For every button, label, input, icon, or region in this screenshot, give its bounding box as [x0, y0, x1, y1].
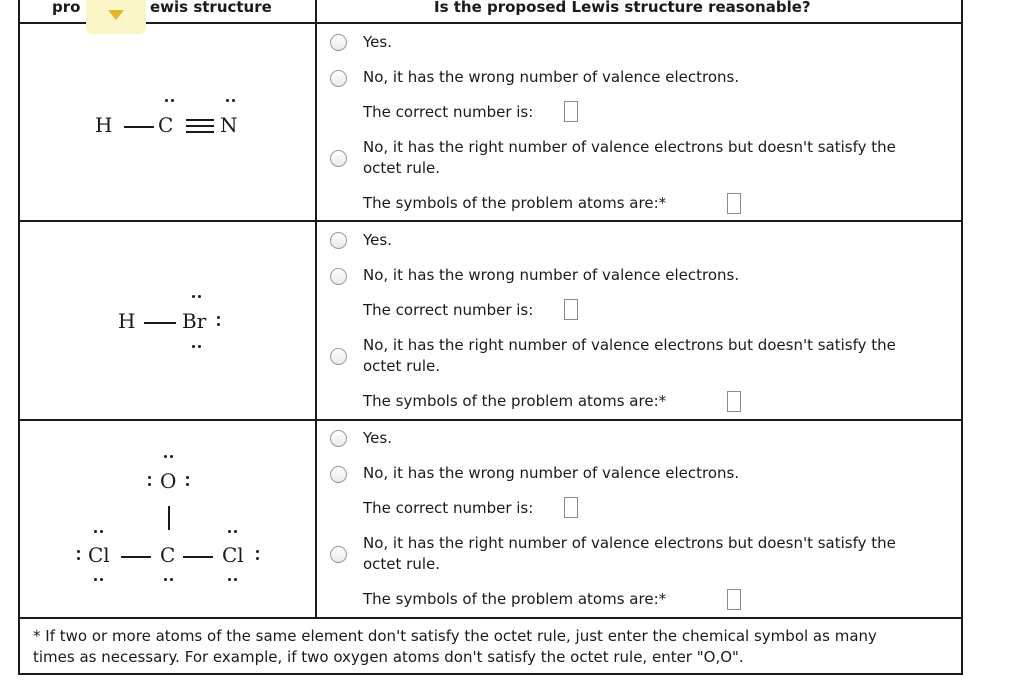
lone-pair-dot	[198, 345, 201, 348]
caret-down-icon	[108, 10, 124, 20]
lone-pair-dot	[94, 578, 97, 581]
single-bond	[183, 556, 213, 558]
lone-pair-dot	[186, 483, 189, 486]
lone-pair-dot	[77, 557, 80, 560]
radio-octet[interactable]	[330, 546, 347, 563]
radio-wrong-count[interactable]	[330, 466, 347, 483]
column-header-structure-prefix: pro	[52, 0, 81, 16]
lone-pair-dot	[94, 530, 97, 533]
radio-octet[interactable]	[330, 348, 347, 365]
single-bond-vertical	[168, 506, 170, 530]
atom-o: O	[160, 469, 177, 493]
lone-pair-dot	[164, 578, 167, 581]
lone-pair-dot	[170, 455, 173, 458]
option-octet-line1: No, it has the right number of valence electrons but doesn't satisfy the	[363, 534, 896, 552]
lone-pair-dot	[217, 316, 220, 319]
option-octet-line1: No, it has the right number of valence electrons but doesn't satisfy the	[363, 138, 896, 156]
lone-pair-dot	[198, 295, 201, 298]
correct-number-input[interactable]	[564, 497, 578, 518]
radio-yes[interactable]	[330, 430, 347, 447]
row-divider-2	[18, 419, 963, 421]
lone-pair-dot	[100, 530, 103, 533]
option-octet-line2: octet rule.	[363, 357, 441, 375]
lone-pair-dot	[228, 530, 231, 533]
single-bond	[121, 556, 151, 558]
lone-pair-dot	[171, 99, 174, 102]
lone-pair-dot	[77, 550, 80, 553]
option-octet-line2: octet rule.	[363, 555, 441, 573]
option-octet-line2: octet rule.	[363, 159, 441, 177]
table-border-bottom	[18, 673, 963, 675]
atom-cl-left: Cl	[88, 543, 110, 567]
atom-h: H	[95, 113, 113, 137]
radio-yes[interactable]	[330, 232, 347, 249]
lone-pair-dot	[100, 578, 103, 581]
footnote-line1: * If two or more atoms of the same element don't satisfy the octet rule, just enter the chemical symbol as many	[33, 627, 877, 645]
lone-pair-dot	[192, 295, 195, 298]
table-border-right	[961, 0, 963, 674]
lone-pair-dot	[234, 530, 237, 533]
triple-bond-3	[186, 131, 214, 133]
column-header-question: Is the proposed Lewis structure reasonable?	[434, 0, 811, 16]
column-divider	[315, 0, 317, 618]
radio-octet[interactable]	[330, 150, 347, 167]
lone-pair-dot	[234, 578, 237, 581]
lone-pair-dot	[192, 345, 195, 348]
correct-number-label: The correct number is:	[363, 301, 534, 319]
footnote	[33, 626, 877, 668]
problem-atoms-input[interactable]	[727, 391, 741, 412]
lone-pair-dot	[186, 476, 189, 479]
option-octet-line1: No, it has the right number of valence electrons but doesn't satisfy the	[363, 336, 896, 354]
lone-pair-dot	[148, 483, 151, 486]
single-bond	[124, 126, 154, 128]
lone-pair-dot	[148, 476, 151, 479]
option-yes: Yes.	[363, 33, 392, 51]
atom-c: C	[158, 113, 174, 137]
lone-pair-dot	[256, 550, 259, 553]
row-divider-3	[18, 617, 963, 619]
footnote-line2: times as necessary. For example, if two oxygen atoms don't satisfy the octet rule, enter "O,O".	[33, 648, 744, 666]
header-divider	[18, 22, 963, 24]
correct-number-label: The correct number is:	[363, 103, 534, 121]
column-header-structure: ewis structure	[150, 0, 272, 16]
radio-wrong-count[interactable]	[330, 268, 347, 285]
problem-atoms-label: The symbols of the problem atoms are:*	[363, 194, 667, 212]
atom-c: C	[160, 543, 176, 567]
single-bond	[144, 322, 176, 324]
option-wrong-count: No, it has the wrong number of valence electrons.	[363, 68, 740, 86]
lone-pair-dot	[170, 578, 173, 581]
lone-pair-dot	[226, 99, 229, 102]
problem-atoms-label: The symbols of the problem atoms are:*	[363, 590, 667, 608]
hint-tooltip[interactable]	[86, 0, 146, 34]
lone-pair-dot	[165, 99, 168, 102]
triple-bond-2	[186, 125, 214, 127]
atom-h: H	[118, 309, 136, 333]
option-wrong-count: No, it has the wrong number of valence electrons.	[363, 464, 740, 482]
atom-n: N	[220, 113, 238, 137]
lone-pair-dot	[228, 578, 231, 581]
atom-cl-right: Cl	[222, 543, 244, 567]
lone-pair-dot	[217, 323, 220, 326]
option-yes: Yes.	[363, 231, 392, 249]
option-yes: Yes.	[363, 429, 392, 447]
atom-br: Br	[182, 309, 207, 333]
correct-number-input[interactable]	[564, 299, 578, 320]
row-divider-1	[18, 220, 963, 222]
lone-pair-dot	[256, 557, 259, 560]
triple-bond-1	[186, 119, 214, 121]
correct-number-input[interactable]	[564, 101, 578, 122]
correct-number-label: The correct number is:	[363, 499, 534, 517]
table-border-left	[18, 0, 20, 674]
radio-yes[interactable]	[330, 34, 347, 51]
problem-atoms-input[interactable]	[727, 589, 741, 610]
option-wrong-count: No, it has the wrong number of valence electrons.	[363, 266, 740, 284]
lone-pair-dot	[232, 99, 235, 102]
radio-wrong-count[interactable]	[330, 70, 347, 87]
problem-atoms-label: The symbols of the problem atoms are:*	[363, 392, 667, 410]
lone-pair-dot	[164, 455, 167, 458]
problem-atoms-input[interactable]	[727, 193, 741, 214]
